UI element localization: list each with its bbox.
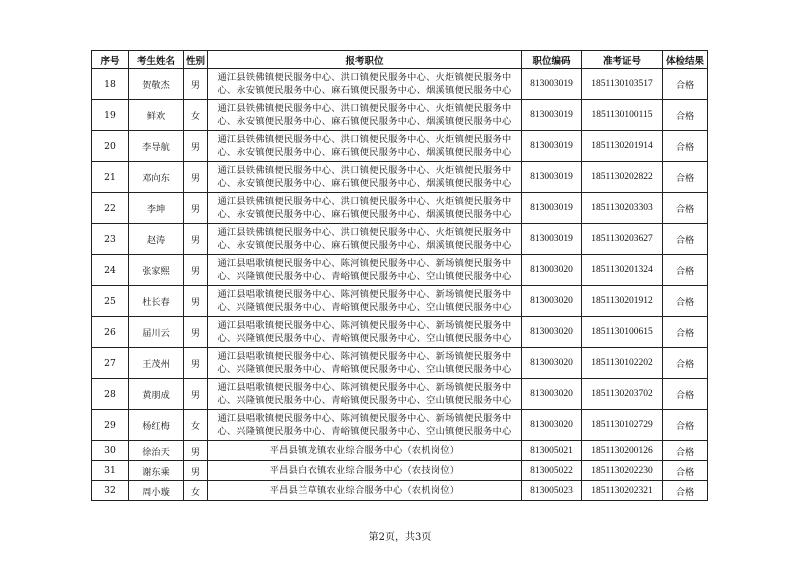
cell-post bbox=[208, 410, 522, 441]
cell-post bbox=[208, 461, 522, 481]
post-line-2: 心、兴隆镇便民服务中心、青峪镇便民服务中心、空山镇便民服务中心 bbox=[217, 395, 512, 406]
cell-ticket: 1851130100615 bbox=[582, 317, 663, 348]
cell-name: 赵涛 bbox=[129, 224, 184, 255]
post-line-2: 心、永安镇便民服务中心、麻石镇便民服务中心、烟溪镇便民服务中心 bbox=[217, 147, 512, 158]
table-header-row bbox=[92, 51, 708, 69]
post-line-1: 通江县唱歌镇便民服务中心、陈河镇便民服务中心、新场镇便民服务中 bbox=[217, 289, 512, 300]
post-line-2: 心、兴隆镇便民服务中心、青峪镇便民服务中心、空山镇便民服务中心 bbox=[217, 271, 512, 282]
cell-ticket: 1851130203702 bbox=[582, 379, 663, 410]
cell-post-code: 813003019 bbox=[522, 162, 582, 193]
cell-gender: 男 bbox=[184, 286, 208, 317]
cell-post bbox=[208, 131, 522, 162]
cell-gender: 女 bbox=[184, 100, 208, 131]
header-result: 体检结果 bbox=[663, 51, 708, 69]
cell-gender: 男 bbox=[184, 162, 208, 193]
cell-result: 合格 bbox=[663, 193, 708, 224]
page-number: 第2页，共3页 bbox=[368, 532, 432, 543]
cell-gender: 男 bbox=[184, 193, 208, 224]
cell-seq: 24 bbox=[92, 255, 129, 286]
cell-result: 合格 bbox=[663, 100, 708, 131]
cell-gender: 女 bbox=[184, 481, 208, 501]
cell-result: 合格 bbox=[663, 410, 708, 441]
cell-gender: 男 bbox=[184, 461, 208, 481]
cell-name: 鲜欢 bbox=[129, 100, 184, 131]
post-line-1: 通江县唱歌镇便民服务中心、陈河镇便民服务中心、新场镇便民服务中 bbox=[217, 413, 512, 424]
cell-result: 合格 bbox=[663, 317, 708, 348]
cell-post-code: 813005022 bbox=[522, 461, 582, 481]
cell-ticket: 1851130202321 bbox=[582, 481, 663, 501]
cell-seq: 32 bbox=[92, 481, 129, 501]
cell-gender: 男 bbox=[184, 69, 208, 100]
cell-post bbox=[208, 317, 522, 348]
table-row bbox=[92, 255, 708, 286]
header-name: 考生姓名 bbox=[129, 51, 184, 69]
table-row bbox=[92, 348, 708, 379]
cell-post-code: 813003020 bbox=[522, 286, 582, 317]
cell-post-code: 813003019 bbox=[522, 224, 582, 255]
cell-ticket: 1851130203303 bbox=[582, 193, 663, 224]
cell-post-code: 813003019 bbox=[522, 100, 582, 131]
cell-post-code: 813005023 bbox=[522, 481, 582, 501]
post-line-1: 通江县铁佛镇便民服务中心、洪口镇便民服务中心、火炬镇便民服务中 bbox=[217, 196, 512, 207]
cell-post bbox=[208, 69, 522, 100]
cell-post bbox=[208, 255, 522, 286]
table-row bbox=[92, 481, 708, 501]
cell-result: 合格 bbox=[663, 461, 708, 481]
cell-gender: 女 bbox=[184, 410, 208, 441]
header-gender: 性别 bbox=[184, 51, 208, 69]
cell-post bbox=[208, 193, 522, 224]
cell-result: 合格 bbox=[663, 162, 708, 193]
cell-ticket: 1851130200126 bbox=[582, 441, 663, 461]
cell-name: 李坤 bbox=[129, 193, 184, 224]
cell-gender: 男 bbox=[184, 131, 208, 162]
cell-result: 合格 bbox=[663, 481, 708, 501]
cell-seq: 20 bbox=[92, 131, 129, 162]
cell-name: 杨红梅 bbox=[129, 410, 184, 441]
cell-result: 合格 bbox=[663, 131, 708, 162]
cell-ticket: 1851130103517 bbox=[582, 69, 663, 100]
post-line-2: 心、兴隆镇便民服务中心、青峪镇便民服务中心、空山镇便民服务中心 bbox=[217, 364, 512, 375]
post-line-1: 通江县唱歌镇便民服务中心、陈河镇便民服务中心、新场镇便民服务中 bbox=[217, 382, 512, 393]
cell-name: 谢东乘 bbox=[129, 461, 184, 481]
table-row bbox=[92, 410, 708, 441]
table-row bbox=[92, 69, 708, 100]
post-line-1: 平昌县兰草镇农业综合服务中心（农机岗位） bbox=[269, 485, 460, 496]
header-post-code: 职位编码 bbox=[522, 51, 582, 69]
cell-result: 合格 bbox=[663, 255, 708, 286]
post-line-1: 通江县唱歌镇便民服务中心、陈河镇便民服务中心、新场镇便民服务中 bbox=[217, 320, 512, 331]
table-row bbox=[92, 193, 708, 224]
cell-post-code: 813003020 bbox=[522, 255, 582, 286]
table-row bbox=[92, 317, 708, 348]
cell-result: 合格 bbox=[663, 286, 708, 317]
cell-name: 贺敬杰 bbox=[129, 69, 184, 100]
cell-gender: 男 bbox=[184, 441, 208, 461]
cell-result: 合格 bbox=[663, 224, 708, 255]
cell-post bbox=[208, 441, 522, 461]
cell-post-code: 813003019 bbox=[522, 131, 582, 162]
cell-gender: 男 bbox=[184, 317, 208, 348]
table-row bbox=[92, 131, 708, 162]
table-row bbox=[92, 100, 708, 131]
cell-ticket: 1851130201324 bbox=[582, 255, 663, 286]
cell-name: 王茂州 bbox=[129, 348, 184, 379]
post-line-2: 心、永安镇便民服务中心、麻石镇便民服务中心、烟溪镇便民服务中心 bbox=[217, 240, 512, 251]
cell-gender: 男 bbox=[184, 255, 208, 286]
cell-post bbox=[208, 224, 522, 255]
cell-ticket: 1851130201914 bbox=[582, 131, 663, 162]
cell-result: 合格 bbox=[663, 379, 708, 410]
post-line-2: 心、永安镇便民服务中心、麻石镇便民服务中心、烟溪镇便民服务中心 bbox=[217, 116, 512, 127]
cell-ticket: 1851130100115 bbox=[582, 100, 663, 131]
cell-seq: 27 bbox=[92, 348, 129, 379]
cell-post bbox=[208, 348, 522, 379]
cell-seq: 18 bbox=[92, 69, 129, 100]
cell-seq: 21 bbox=[92, 162, 129, 193]
cell-gender: 男 bbox=[184, 348, 208, 379]
cell-seq: 28 bbox=[92, 379, 129, 410]
cell-ticket: 1851130201912 bbox=[582, 286, 663, 317]
table-row bbox=[92, 224, 708, 255]
cell-name: 黄朋成 bbox=[129, 379, 184, 410]
cell-seq: 19 bbox=[92, 100, 129, 131]
cell-post bbox=[208, 286, 522, 317]
post-line-1: 通江县唱歌镇便民服务中心、陈河镇便民服务中心、新场镇便民服务中 bbox=[217, 258, 512, 269]
post-line-1: 通江县铁佛镇便民服务中心、洪口镇便民服务中心、火炬镇便民服务中 bbox=[217, 134, 512, 145]
table-row bbox=[92, 379, 708, 410]
cell-seq: 22 bbox=[92, 193, 129, 224]
cell-seq: 25 bbox=[92, 286, 129, 317]
cell-post-code: 813003019 bbox=[522, 193, 582, 224]
table-row bbox=[92, 162, 708, 193]
cell-name: 届川云 bbox=[129, 317, 184, 348]
cell-name: 徐治天 bbox=[129, 441, 184, 461]
cell-gender: 男 bbox=[184, 379, 208, 410]
post-line-2: 心、永安镇便民服务中心、麻石镇便民服务中心、烟溪镇便民服务中心 bbox=[217, 85, 512, 96]
cell-ticket: 1851130102729 bbox=[582, 410, 663, 441]
cell-ticket: 1851130203627 bbox=[582, 224, 663, 255]
cell-result: 合格 bbox=[663, 69, 708, 100]
post-line-1: 通江县铁佛镇便民服务中心、洪口镇便民服务中心、火炬镇便民服务中 bbox=[217, 227, 512, 238]
cell-post bbox=[208, 481, 522, 501]
cell-result: 合格 bbox=[663, 348, 708, 379]
post-line-1: 通江县铁佛镇便民服务中心、洪口镇便民服务中心、火炬镇便民服务中 bbox=[217, 72, 512, 83]
post-line-1: 通江县铁佛镇便民服务中心、洪口镇便民服务中心、火炬镇便民服务中 bbox=[217, 103, 512, 114]
cell-post bbox=[208, 100, 522, 131]
header-seq: 序号 bbox=[92, 51, 129, 69]
post-line-1: 通江县铁佛镇便民服务中心、洪口镇便民服务中心、火炬镇便民服务中 bbox=[217, 165, 512, 176]
post-line-2: 心、永安镇便民服务中心、麻石镇便民服务中心、烟溪镇便民服务中心 bbox=[217, 178, 512, 189]
cell-post-code: 813003020 bbox=[522, 348, 582, 379]
table-row bbox=[92, 461, 708, 481]
cell-post-code: 813003019 bbox=[522, 69, 582, 100]
cell-seq: 29 bbox=[92, 410, 129, 441]
post-line-2: 心、永安镇便民服务中心、麻石镇便民服务中心、烟溪镇便民服务中心 bbox=[217, 209, 512, 220]
table-body bbox=[92, 69, 708, 501]
table-row bbox=[92, 286, 708, 317]
post-line-2: 心、兴隆镇便民服务中心、青峪镇便民服务中心、空山镇便民服务中心 bbox=[217, 333, 512, 344]
cell-ticket: 1851130102202 bbox=[582, 348, 663, 379]
cell-gender: 男 bbox=[184, 224, 208, 255]
cell-post-code: 813003020 bbox=[522, 317, 582, 348]
cell-seq: 26 bbox=[92, 317, 129, 348]
cell-ticket: 1851130202230 bbox=[582, 461, 663, 481]
results-table bbox=[91, 50, 708, 501]
cell-post-code: 813005021 bbox=[522, 441, 582, 461]
header-post: 报考职位 bbox=[208, 51, 522, 69]
cell-name: 张家熙 bbox=[129, 255, 184, 286]
post-line-1: 通江县唱歌镇便民服务中心、陈河镇便民服务中心、新场镇便民服务中 bbox=[217, 351, 512, 362]
cell-seq: 31 bbox=[92, 461, 129, 481]
post-line-2: 心、兴隆镇便民服务中心、青峪镇便民服务中心、空山镇便民服务中心 bbox=[217, 302, 512, 313]
cell-name: 李导航 bbox=[129, 131, 184, 162]
cell-seq: 30 bbox=[92, 441, 129, 461]
cell-name: 邓向东 bbox=[129, 162, 184, 193]
cell-post bbox=[208, 379, 522, 410]
cell-post-code: 813003020 bbox=[522, 379, 582, 410]
cell-post bbox=[208, 162, 522, 193]
cell-name: 杜长春 bbox=[129, 286, 184, 317]
cell-post-code: 813003020 bbox=[522, 410, 582, 441]
cell-result: 合格 bbox=[663, 441, 708, 461]
post-line-1: 平昌县白衣镇农业综合服务中心（农技岗位） bbox=[269, 465, 460, 476]
cell-ticket: 1851130202822 bbox=[582, 162, 663, 193]
cell-name: 周小璇 bbox=[129, 481, 184, 501]
post-line-1: 平昌县镇龙镇农业综合服务中心（农机岗位） bbox=[269, 445, 460, 456]
table-row bbox=[92, 441, 708, 461]
header-ticket: 准考证号 bbox=[582, 51, 663, 69]
post-line-2: 心、兴隆镇便民服务中心、青峪镇便民服务中心、空山镇便民服务中心 bbox=[217, 426, 512, 437]
cell-seq: 23 bbox=[92, 224, 129, 255]
